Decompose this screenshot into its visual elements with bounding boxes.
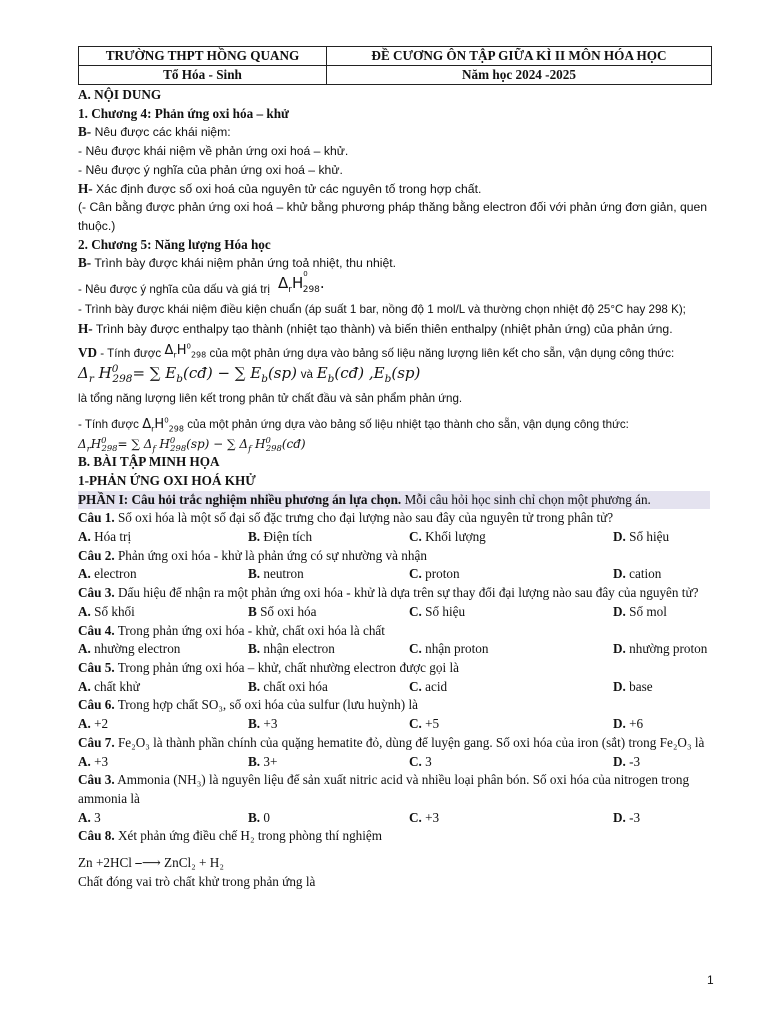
document-title: ĐỀ CƯƠNG ÔN TẬP GIỮA KÌ II MÔN HÓA HỌC <box>327 47 712 66</box>
part1-instruction: PHẦN I: Câu hỏi trắc nghiệm nhiều phương án lựa chọn. Mỗi câu hỏi học sinh chỉ chọn một phương án. <box>78 491 710 510</box>
answer-option[interactable]: B. neutron <box>248 566 304 582</box>
school-name: TRƯỜNG THPT HỒNG QUANG <box>79 47 327 66</box>
answer-option[interactable]: C. Khối lượng <box>409 529 486 545</box>
delta-h-symbol: $\Delta_rH^0_{298}$ <box>164 343 207 361</box>
question-stem: Câu 2. Phản ứng oxi hóa - khử là phản ứng có sự nhường và nhận <box>78 547 427 563</box>
answer-options <box>78 640 712 659</box>
section-a-heading: A. NỘI DUNG <box>78 87 162 102</box>
answer-option[interactable]: C. nhận proton <box>409 641 489 657</box>
vd1-explain: là tổng năng lượng liên kết trong phân tử chất đầu và sản phẩm phản ứng. <box>78 392 463 406</box>
answer-option[interactable]: A. electron <box>78 566 137 582</box>
answer-options <box>78 528 712 547</box>
answer-option[interactable]: B Số oxi hóa <box>248 603 317 619</box>
answer-option[interactable]: D. Số hiệu <box>613 529 670 545</box>
chapter4-heading: 1. Chương 4: Phản ứng oxi hóa – khử <box>78 105 289 121</box>
question-8-prompt: Chất đóng vai trò chất khử trong phản ứng là <box>78 873 316 889</box>
answer-option[interactable]: A. Số khối <box>78 603 135 619</box>
answer-options <box>78 565 712 584</box>
delta-h-symbol: $\Delta_rH^0_{298}$. <box>273 270 325 296</box>
answer-option[interactable]: D. base <box>613 678 653 694</box>
answer-option[interactable]: D. nhường proton <box>613 641 708 657</box>
answer-option[interactable]: A. Hóa trị <box>78 529 132 545</box>
answer-option[interactable]: D. cation <box>613 566 662 582</box>
answer-option[interactable]: D. -3 <box>613 809 641 825</box>
question-stem: Câu 1. Số oxi hóa là một số đại số đặc trưng cho đại lượng nào sau đây của nguyên tử trong phân tử? <box>78 510 614 526</box>
chapter5-b1: - Nêu được ý nghĩa của dấu và giá trị $\Delta_rH^0_{298}$. <box>78 270 325 297</box>
answer-option[interactable]: A. 3 <box>78 809 101 825</box>
answer-option[interactable]: B. Điện tích <box>248 529 313 545</box>
answer-option[interactable]: B. nhận electron <box>248 641 335 657</box>
answer-option[interactable]: B. 3+ <box>248 753 278 769</box>
chapter5-b2: - Trình bày được khái niệm điều kiện chuẩn (áp suất 1 bar, nồng độ 1 mol/L và thường chọn nhiệt độ 25°C hay 298 K); <box>78 303 686 317</box>
document-page <box>78 46 712 891</box>
vd1-line: VD - Tính được $\Delta_rH^0_{298}$ của một phản ứng dựa vào bảng số liệu năng lượng liên kết cho sẵn, vận dụng công thức: <box>78 343 675 361</box>
answer-options <box>78 753 712 772</box>
question-stem: Câu 5. Trong phản ứng oxi hóa – khử, chất nhường electron được gọi là <box>78 659 459 675</box>
answer-option[interactable]: C. +5 <box>409 716 440 732</box>
question-8: Câu 8. Xét phản ứng điều chế H₂ trong phòng thí nghiệm <box>78 828 383 844</box>
chapter5-heading: 2. Chương 5: Năng lượng Hóa học <box>78 236 271 252</box>
reaction-equation: Zn +2HCl ⎯⟶ ZnCl₂ + H₂ <box>78 855 224 871</box>
chapter4-b2: - Nêu được ý nghĩa của phản ứng oxi hoá – khử. <box>78 162 343 177</box>
school-year: Năm học 2024 -2025 <box>327 66 712 85</box>
answer-option[interactable]: C. +3 <box>409 809 440 825</box>
answer-option[interactable]: A. +2 <box>78 716 109 732</box>
answer-option[interactable]: B. +3 <box>248 716 278 732</box>
chapter4-b1: - Nêu được khái niệm về phản ứng oxi hoá – khử. <box>78 144 349 159</box>
answer-options <box>78 809 712 828</box>
subsection-heading: 1-PHẢN ỨNG OXI HOÁ KHỬ <box>78 472 256 488</box>
answer-option[interactable]: C. acid <box>409 678 448 694</box>
answer-option[interactable]: A. nhường electron <box>78 641 181 657</box>
delta-h-symbol: $\Delta_rH^0_{298}$ <box>142 416 184 434</box>
answer-option[interactable]: D. +6 <box>613 716 644 732</box>
answer-option[interactable]: D. Số mol <box>613 603 667 619</box>
answer-option[interactable]: A. chất khử <box>78 678 140 694</box>
header-table <box>78 46 712 85</box>
chapter4-note: (- Cân bằng được phản ứng oxi hoá – khử bằng phương pháp thăng bằng electron đối với phản ứng đơn giản, quen thuộc.) <box>78 200 708 233</box>
answer-options <box>78 678 712 697</box>
formula-formation-enthalpy: $\Delta_rH^0_{298}=$ ∑ $\Delta_f$ $H^0_{298}(sp)$ − ∑ $\Delta_f$ $H^0_{298}(cđ)$ <box>78 434 306 453</box>
answer-option[interactable]: C. 3 <box>409 753 432 769</box>
vd2-line: - Tính được $\Delta_rH^0_{298}$ của một phản ứng dựa vào bảng số liệu nhiệt tạo thành cho sẵn, vận dụng công thức: <box>78 416 629 434</box>
question-stem: Câu 6. Trong hợp chất SO₃, số oxi hóa của sulfur (lưu huỳnh) là <box>78 697 418 713</box>
question-stem: Câu 4. Trong phản ứng oxi hóa - khử, chất oxi hóa là chất <box>78 622 385 638</box>
question-stem: Câu 3. Ammonia (NH₃) là nguyên liệu để sản xuất nitric acid và nhiều loại phân bón. Số oxi hóa của nitrogen trong ammonia là <box>78 772 690 806</box>
department: Tổ Hóa - Sinh <box>79 66 327 85</box>
question-stem: Câu 3. Dấu hiệu để nhận ra một phản ứng oxi hóa - khử là dựa trên sự thay đổi đại lượng nào sau đây của nguyên tử? <box>78 585 699 601</box>
answer-option[interactable]: C. proton <box>409 566 460 582</box>
section-b-heading: B. BÀI TẬP MINH HỌA <box>78 454 220 470</box>
question-list <box>78 509 712 827</box>
chapter5-b-line: B- Trình bày được khái niệm phản ứng toả nhiệt, thu nhiệt. <box>78 255 396 271</box>
chapter4-h-line: H- Xác định được số oxi hoá của nguyên tử các nguyên tố trong hợp chất. <box>78 180 482 196</box>
answer-option[interactable]: A. +3 <box>78 753 109 769</box>
chapter5-h-line: H- Trình bày được enthalpy tạo thành (nhiệt tạo thành) và biến thiên enthalpy (nhiệt phản ứng) của phản ứng. <box>78 320 673 336</box>
answer-option[interactable]: B. chất oxi hóa <box>248 678 328 694</box>
answer-option[interactable]: D. -3 <box>613 753 641 769</box>
chapter4-b-line: B- Nêu được các khái niệm: <box>78 124 231 140</box>
answer-options <box>78 715 712 734</box>
question-stem: Câu 7. Fe₂O₃ là thành phần chính của quặng hematite đỏ, dùng để luyện gang. Số oxi hóa của iron (sắt) trong Fe₂O₃ là <box>78 734 705 750</box>
page-number: 1 <box>707 973 714 987</box>
answer-option[interactable]: B. 0 <box>248 809 270 825</box>
answer-option[interactable]: C. Số hiệu <box>409 603 466 619</box>
formula-bond-energy: $\Delta_r$ $H^0_{298}=$ ∑ $E_b(cđ)$ − ∑ $E_b(sp)$ và $E_b(cđ)$ $,E_b(sp)$ <box>78 363 421 386</box>
answer-options <box>78 603 712 622</box>
